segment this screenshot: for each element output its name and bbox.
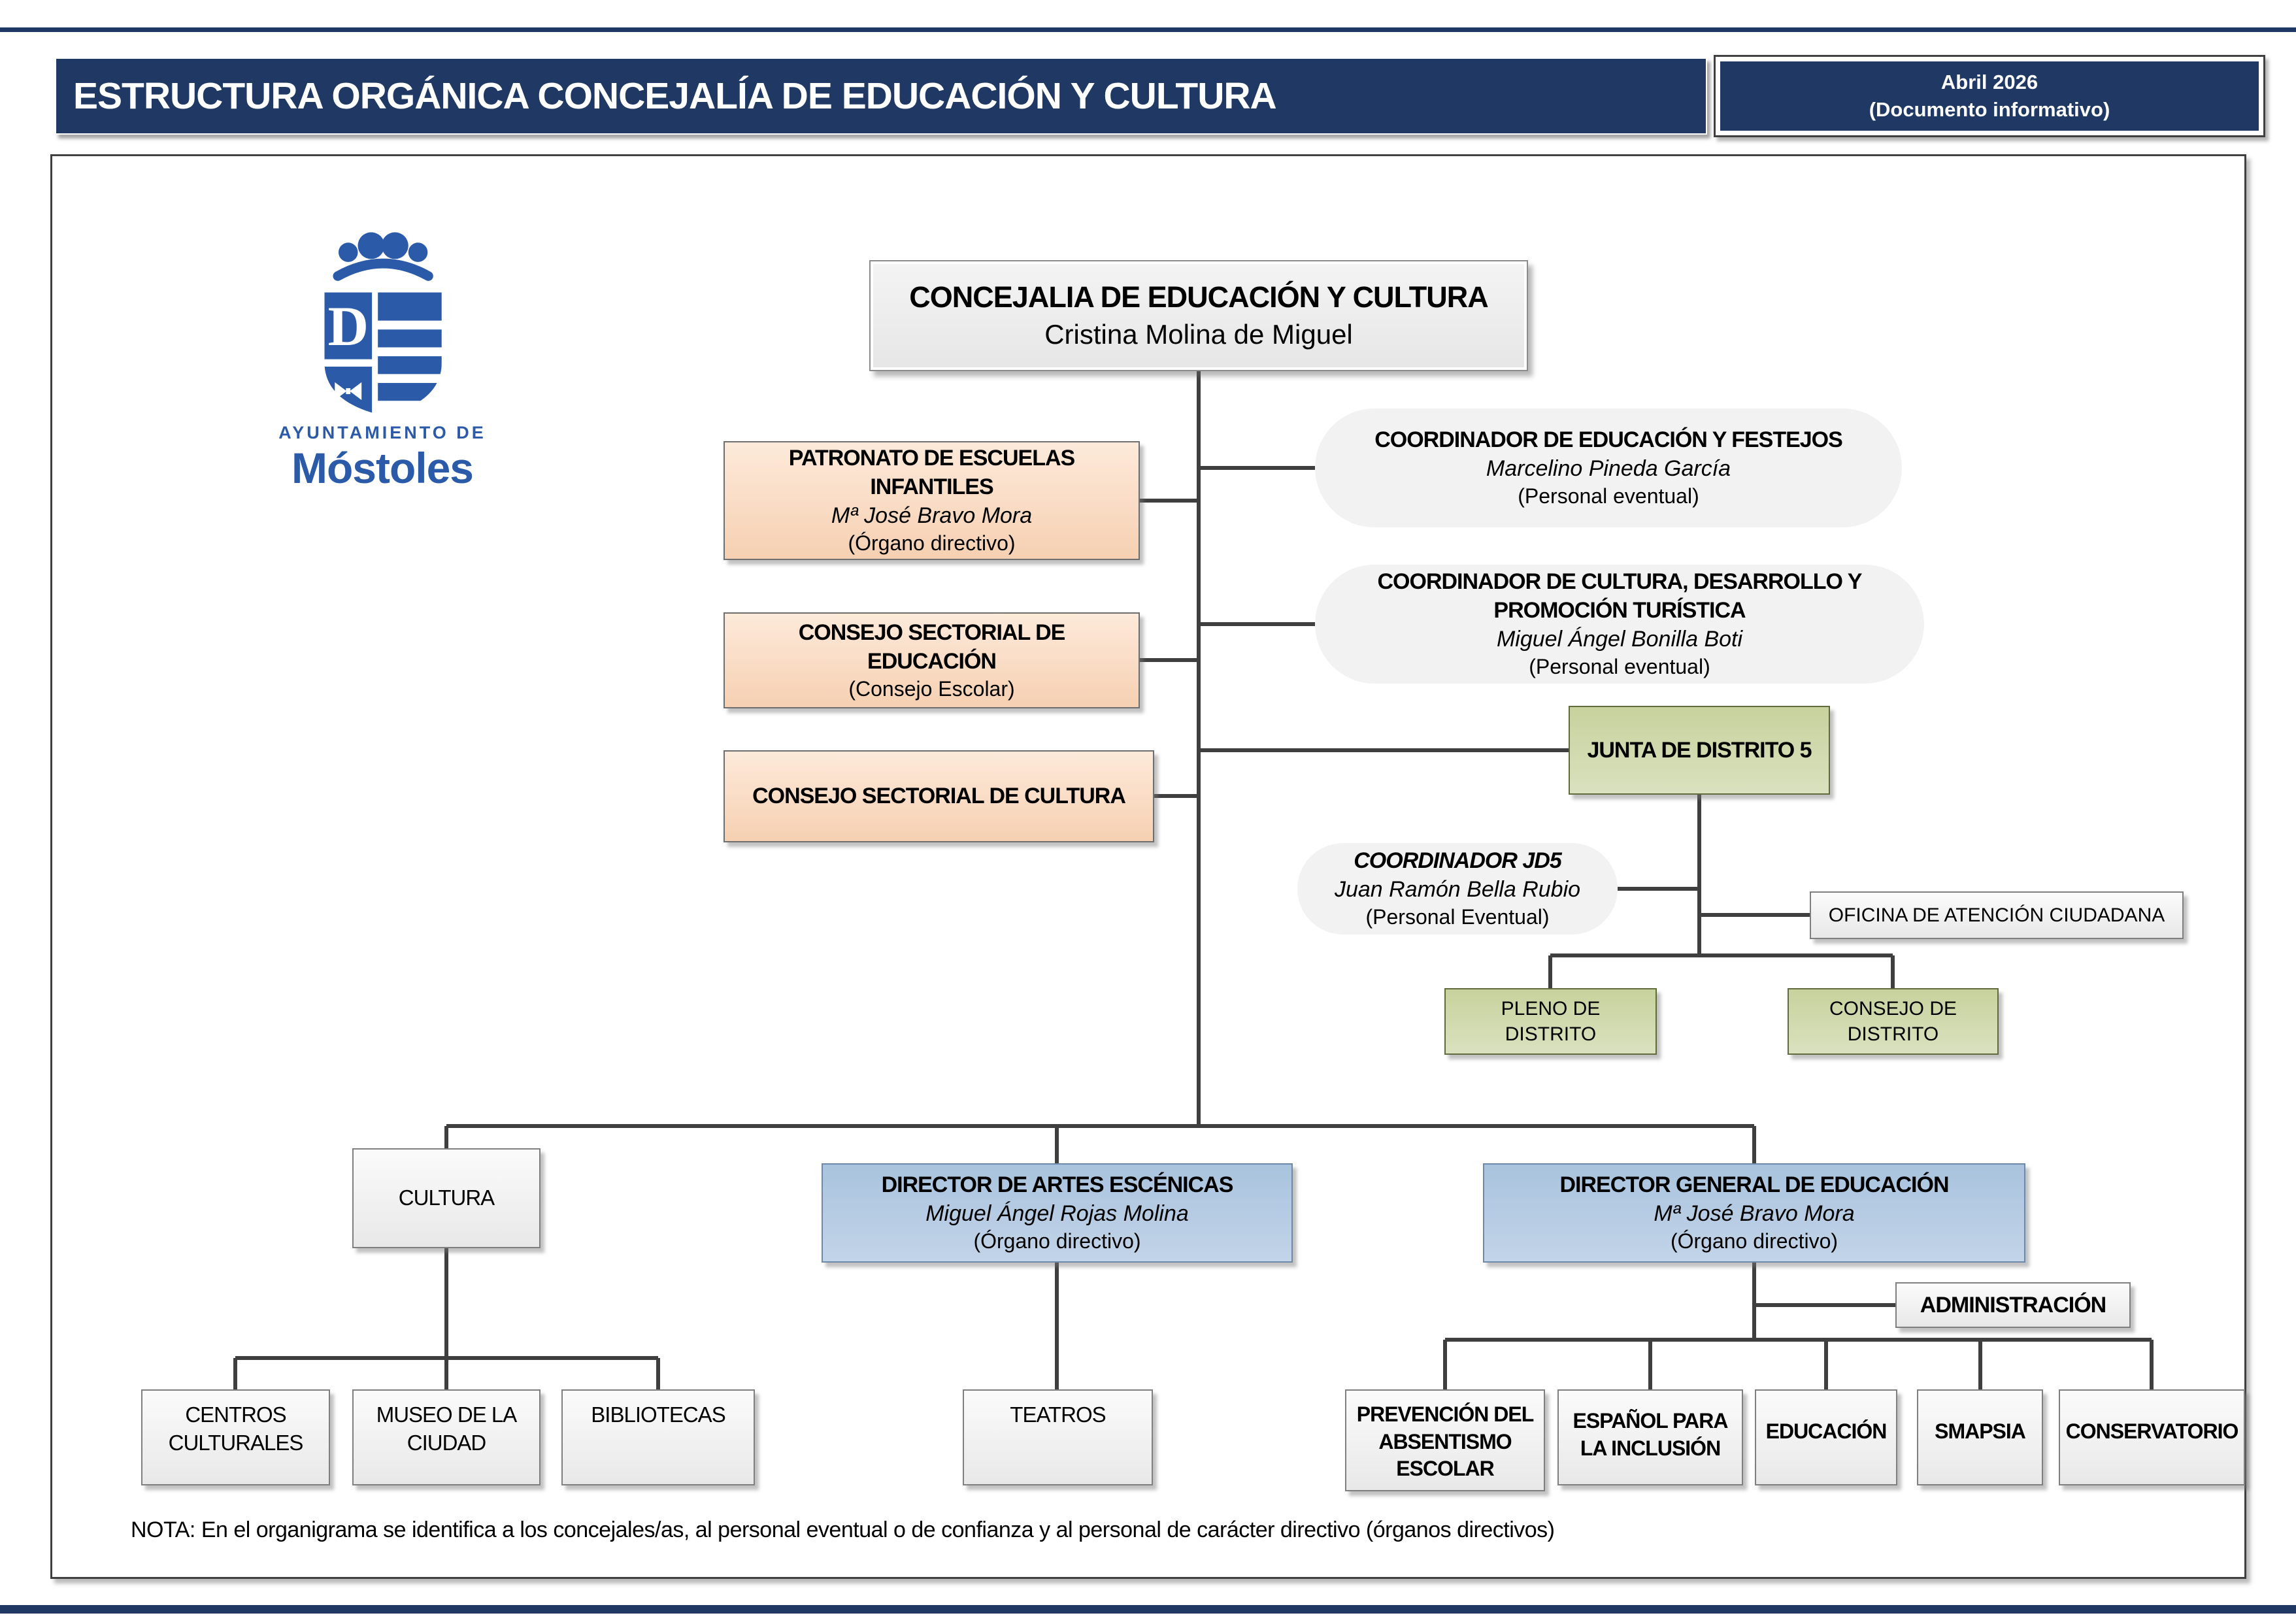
node-title: CONSERVATORIO — [2065, 1419, 2238, 1443]
node-note: (Consejo Escolar) — [848, 676, 1015, 701]
node-title: CONSEJO DE DISTRITO — [1829, 998, 1957, 1045]
node-title: EDUCACIÓN — [1765, 1419, 1887, 1443]
node-name: Miguel Ángel Bonilla Boti — [1496, 627, 1743, 652]
node-title: MUSEO DE LA CIUDAD — [376, 1402, 517, 1455]
node-title: PREVENCIÓN DEL ABSENTISMO ESCOLAR — [1356, 1402, 1534, 1481]
logo-org-text: AYUNTAMIENTO DE — [278, 423, 486, 442]
node-cultura — [352, 1148, 541, 1248]
node-teatros — [963, 1389, 1153, 1485]
date-box-inner — [1720, 61, 2259, 131]
node-title: OFICINA DE ATENCIÓN CIUDADANA — [1828, 904, 2165, 926]
node-smapsia — [1917, 1389, 2043, 1485]
node-oficina-atencion — [1810, 891, 2184, 939]
node-title: COORDINADOR DE EDUCACIÓN Y FESTEJOS — [1374, 427, 1842, 453]
node-title: ADMINISTRACIÓN — [1920, 1292, 2106, 1317]
node-note: (Personal eventual) — [1518, 484, 1699, 508]
node-name: Mª José Bravo Mora — [831, 503, 1033, 529]
node-note: (Órgano directivo) — [973, 1229, 1141, 1253]
date-subtitle: (Documento informativo) — [1869, 98, 2110, 121]
node-consejo-educacion — [724, 612, 1140, 708]
node-title: PATRONATO DE ESCUELAS INFANTILES — [788, 445, 1075, 500]
node-prevencion-absentismo — [1345, 1389, 1545, 1491]
node-title: COORDINADOR DE CULTURA, DESARROLLO Y PROMOCIÓN TURÍSTICA — [1377, 569, 1862, 623]
node-bibliotecas — [561, 1389, 755, 1485]
header-bar — [55, 58, 1707, 135]
date-month: Abril 2026 — [1940, 71, 2038, 94]
node-title: DIRECTOR DE ARTES ESCÉNICAS — [881, 1172, 1233, 1198]
node-educacion — [1755, 1389, 1897, 1485]
node-director-general — [1483, 1163, 2025, 1263]
node-centros-culturales — [141, 1389, 330, 1485]
logo-city-text: Móstoles — [291, 444, 474, 492]
top-rule — [0, 27, 2296, 32]
node-museo-ciudad — [352, 1389, 541, 1485]
node-title: BIBLIOTECAS — [591, 1402, 725, 1427]
node-name: Miguel Ángel Rojas Molina — [925, 1201, 1189, 1227]
date-box — [1714, 55, 2265, 137]
node-patronato — [724, 441, 1140, 560]
node-title: DIRECTOR GENERAL DE EDUCACIÓN — [1559, 1172, 1949, 1198]
node-concejalia — [869, 260, 1528, 371]
node-note: (Personal Eventual) — [1365, 905, 1550, 929]
node-note: (Personal eventual) — [1529, 655, 1710, 679]
logo-crest-icon — [301, 230, 464, 416]
node-name: Mª José Bravo Mora — [1654, 1201, 1855, 1227]
page-title: ESTRUCTURA ORGÁNICA CONCEJALÍA DE EDUCACIÓN Y CULTURA — [73, 75, 1276, 117]
node-title: CONCEJALIA DE EDUCACIÓN Y CULTURA — [909, 280, 1488, 314]
node-title: CULTURA — [398, 1185, 495, 1210]
node-consejo-cultura — [724, 750, 1154, 842]
node-title: PLENO DE DISTRITO — [1501, 998, 1601, 1045]
node-coordinador-jd5 — [1297, 843, 1618, 935]
node-title: JUNTA DE DISTRITO 5 — [1587, 737, 1812, 763]
svg-text:D: D — [327, 295, 369, 358]
node-title: CONSEJO SECTORIAL DE CULTURA — [752, 784, 1125, 809]
node-conservatorio — [2059, 1389, 2245, 1485]
node-consejo-distrito — [1788, 988, 1999, 1055]
node-administracion — [1895, 1282, 2131, 1328]
node-title: COORDINADOR JD5 — [1354, 848, 1561, 874]
node-pleno-distrito — [1444, 988, 1657, 1055]
node-coordinador-cultura — [1315, 565, 1924, 684]
node-coordinador-festejos — [1315, 408, 1902, 527]
node-junta-distrito-5 — [1569, 706, 1830, 795]
node-note: (Órgano directivo) — [1670, 1229, 1838, 1253]
footer-note: NOTA: En el organigrama se identifica a los concejales/as, al personal eventual o de confianza y al personal de carácter directivo (órganos directivos) — [131, 1517, 1555, 1542]
node-title: TEATROS — [1010, 1402, 1106, 1427]
node-name: Juan Ramón Bella Rubio — [1334, 877, 1581, 903]
node-title: ESPAÑOL PARA LA INCLUSIÓN — [1572, 1409, 1728, 1460]
node-title: CENTROS CULTURALES — [168, 1402, 303, 1455]
node-director-artes — [822, 1163, 1293, 1263]
bottom-rule — [0, 1605, 2296, 1614]
node-name: Cristina Molina de Miguel — [1044, 318, 1353, 350]
node-note: (Órgano directivo) — [848, 531, 1016, 555]
node-title: CONSEJO SECTORIAL DE EDUCACIÓN — [798, 620, 1065, 674]
node-title: SMAPSIA — [1935, 1419, 2025, 1443]
logo — [252, 230, 513, 511]
node-name: Marcelino Pineda García — [1486, 456, 1731, 482]
node-espanol-inclusion — [1557, 1389, 1743, 1485]
